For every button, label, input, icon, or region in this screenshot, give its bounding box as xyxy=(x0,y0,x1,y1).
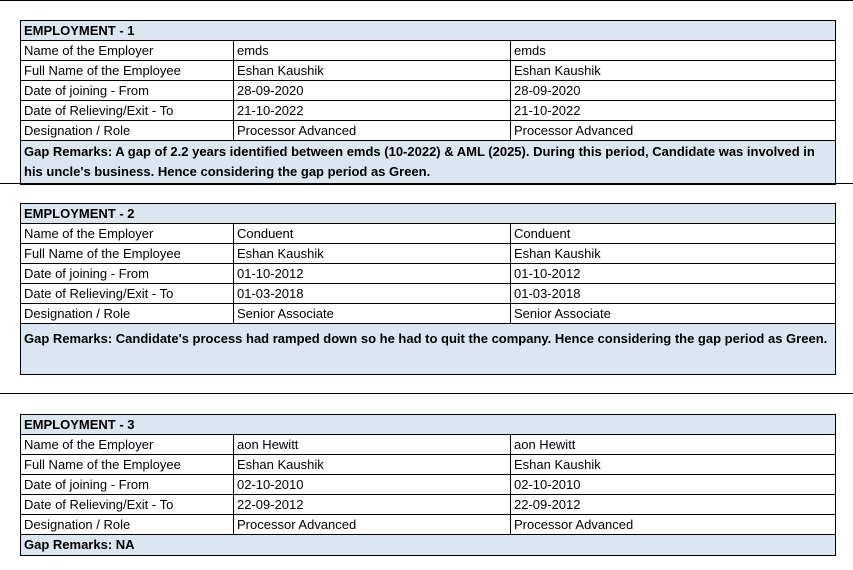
row-value-2: Eshan Kaushik xyxy=(514,246,601,261)
table-row xyxy=(21,244,835,264)
row-label: Date of joining - From xyxy=(21,81,234,100)
row-value-2: aon Hewitt xyxy=(514,437,576,452)
row-label: Date of Relieving/Exit - To xyxy=(21,495,234,514)
divider-line xyxy=(0,0,853,1)
table-row xyxy=(21,61,835,81)
table-row xyxy=(21,264,835,284)
employment-title: EMPLOYMENT - 1 xyxy=(21,21,835,41)
employment-3-table xyxy=(20,414,836,556)
table-row xyxy=(21,224,835,244)
row-value-2: 28-09-2020 xyxy=(514,83,581,98)
row-label: Date of Relieving/Exit - To xyxy=(21,101,234,120)
row-value-1: aon Hewitt xyxy=(234,435,511,454)
table-row xyxy=(21,121,835,141)
row-label: Full Name of the Employee xyxy=(21,244,234,263)
divider-line xyxy=(0,393,853,394)
row-value-2: 21-10-2022 xyxy=(514,103,581,118)
row-label: Full Name of the Employee xyxy=(21,455,234,474)
row-label: Date of Relieving/Exit - To xyxy=(21,284,234,303)
row-value-2: 01-03-2018 xyxy=(514,286,581,301)
table-row xyxy=(21,455,835,475)
employment-title: EMPLOYMENT - 3 xyxy=(21,415,835,435)
gap-remarks: Gap Remarks: NA xyxy=(21,535,835,555)
row-value-1: 22-09-2012 xyxy=(234,495,511,514)
row-label: Name of the Employer xyxy=(21,435,234,454)
gap-remarks: Gap Remarks: A gap of 2.2 years identified between emds (10-2022) & AML (2025). During this period, Candidate was involved in his uncle's business. Hence considering the gap period as Green. xyxy=(21,141,835,184)
row-value-1: Eshan Kaushik xyxy=(234,244,511,263)
row-label: Designation / Role xyxy=(21,121,234,140)
row-value-2: 02-10-2010 xyxy=(514,477,581,492)
table-row xyxy=(21,475,835,495)
row-value-2: Eshan Kaushik xyxy=(514,63,601,78)
table-row xyxy=(21,101,835,121)
row-label: Designation / Role xyxy=(21,515,234,534)
gap-remarks: Gap Remarks: Candidate's process had ramped down so he had to quit the company. Hence considering the gap period as Green. xyxy=(21,324,835,374)
row-value-1: Conduent xyxy=(234,224,511,243)
table-row xyxy=(21,435,835,455)
row-value-1: 01-03-2018 xyxy=(234,284,511,303)
employment-title: EMPLOYMENT - 2 xyxy=(21,204,835,224)
row-label: Designation / Role xyxy=(21,304,234,323)
row-value-2: emds xyxy=(514,43,546,58)
employment-1-table xyxy=(20,20,836,185)
row-value-1: 21-10-2022 xyxy=(234,101,511,120)
row-label: Name of the Employer xyxy=(21,224,234,243)
row-value-1: Eshan Kaushik xyxy=(234,455,511,474)
table-row xyxy=(21,81,835,101)
row-value-2: 22-09-2012 xyxy=(514,497,581,512)
row-label: Full Name of the Employee xyxy=(21,61,234,80)
row-value-2: 01-10-2012 xyxy=(514,266,581,281)
row-value-2: Senior Associate xyxy=(514,306,611,321)
row-value-1: 28-09-2020 xyxy=(234,81,511,100)
row-value-2: Processor Advanced xyxy=(514,123,634,138)
row-value-1: Eshan Kaushik xyxy=(234,61,511,80)
table-row xyxy=(21,515,835,535)
table-row xyxy=(21,495,835,515)
row-label: Date of joining - From xyxy=(21,264,234,283)
row-value-2: Processor Advanced xyxy=(514,517,634,532)
table-row xyxy=(21,41,835,61)
row-value-1: Processor Advanced xyxy=(234,515,511,534)
divider-line xyxy=(0,183,853,184)
row-label: Date of joining - From xyxy=(21,475,234,494)
row-value-1: emds xyxy=(234,41,511,60)
row-label: Name of the Employer xyxy=(21,41,234,60)
row-value-1: 02-10-2010 xyxy=(234,475,511,494)
row-value-1: Processor Advanced xyxy=(234,121,511,140)
row-value-1: 01-10-2012 xyxy=(234,264,511,283)
employment-2-table xyxy=(20,203,836,375)
row-value-2: Conduent xyxy=(514,226,571,241)
row-value-2: Eshan Kaushik xyxy=(514,457,601,472)
table-row xyxy=(21,304,835,324)
table-row xyxy=(21,284,835,304)
row-value-1: Senior Associate xyxy=(234,304,511,323)
